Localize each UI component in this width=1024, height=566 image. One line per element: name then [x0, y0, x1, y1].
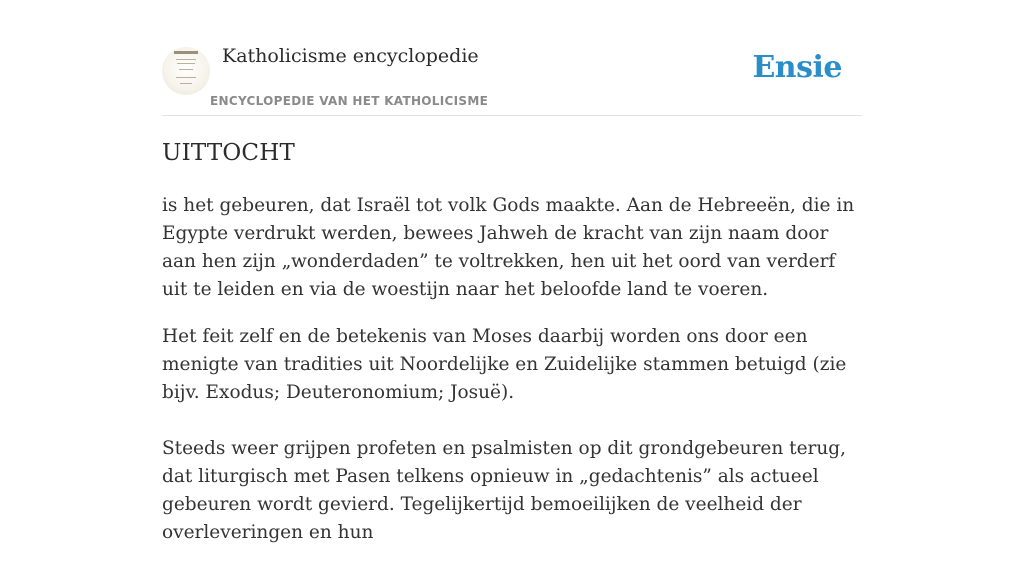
entry-paragraph: Het feit zelf en de betekenis van Moses daarbij worden ons door een menigte van tradities uit Noordelijke en Zuidelijke stammen betuigd (zie bijv. Exodus; Deuteronomium; Josuë). [162, 326, 847, 403]
entry-paragraph: is het gebeuren, dat Israël tot volk Gods maakte. Aan de Hebreeën, die in Egypte verdrukt werden, bewees Jahweh de kracht van zijn naam door aan hen zijn „wonderdaden” te voltrekken, hen uit het oord van verderf uit te leiden en via de woestijn naar het beloofde land te voeren. [162, 195, 855, 300]
entry-body [162, 192, 862, 566]
cover-title-mark [174, 51, 198, 54]
cover-line [180, 83, 192, 84]
cover-line [176, 77, 196, 78]
book-cover-icon[interactable] [162, 47, 210, 95]
site-subtitle[interactable]: ENCYCLOPEDIE VAN HET KATHOLICISME [210, 94, 489, 108]
ensie-logo[interactable]: Ensie [752, 50, 842, 85]
cover-line [176, 59, 196, 60]
entry-title: UITTOCHT [162, 140, 296, 166]
entry-paragraph: Steeds weer grijpen profeten en psalmisten op dit grondgebeuren terug, dat liturgisch met Pasen telkens opnieuw in „gedachtenis” als actueel gebeuren wordt gevierd. Tegelijkertijd bemoeilijken de veelheid der overleveringen en hun [162, 438, 847, 543]
cover-line [179, 69, 193, 70]
site-header [162, 0, 862, 116]
cover-line [177, 63, 195, 64]
content-container [162, 0, 862, 543]
site-title[interactable]: Katholicisme encyclopedie [222, 45, 479, 67]
